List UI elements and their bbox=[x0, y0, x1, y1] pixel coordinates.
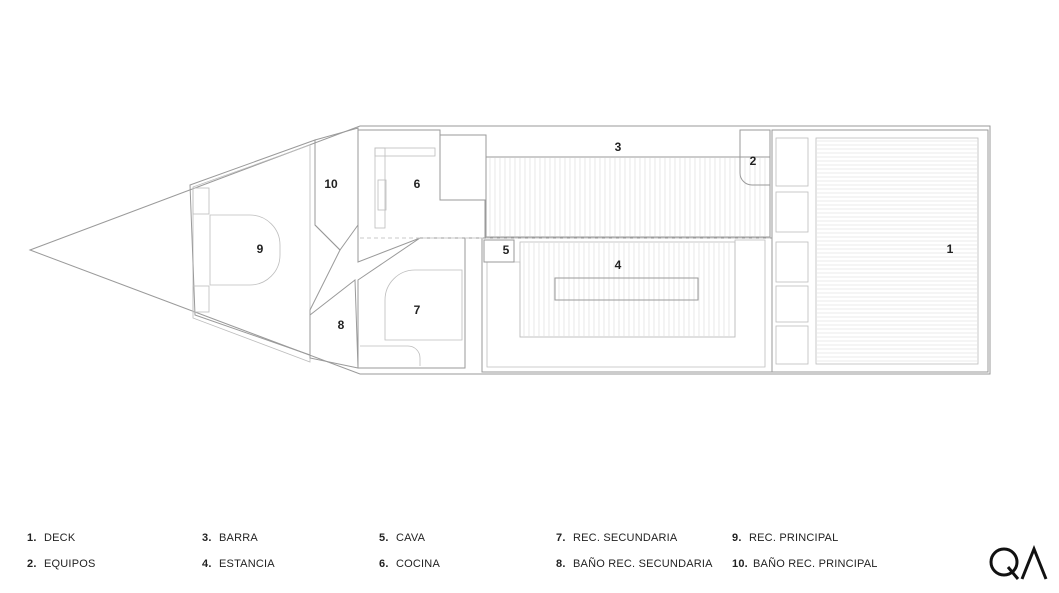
legend-item-bano-rec-secundaria: 8. BAÑO REC. SECUNDARIA bbox=[556, 558, 713, 570]
living-table bbox=[555, 278, 698, 300]
secondary-bed bbox=[385, 270, 462, 340]
deck-boards bbox=[816, 138, 978, 364]
legend-item-deck: 1. DECK bbox=[27, 532, 76, 544]
room-label-6: 6 bbox=[413, 177, 421, 192]
legend bbox=[0, 530, 1059, 580]
legend-item-cava: 5. CAVA bbox=[379, 532, 426, 544]
room-label-7: 7 bbox=[413, 303, 421, 318]
cava-outline bbox=[484, 240, 514, 262]
kitchen-counter-top bbox=[375, 148, 435, 156]
living-outline bbox=[482, 238, 772, 372]
room-label-3: 3 bbox=[614, 140, 622, 155]
master-side-table-top bbox=[193, 188, 209, 214]
legend-item-estancia: 4. ESTANCIA bbox=[202, 558, 275, 570]
legend-item-cocina: 6. COCINA bbox=[379, 558, 440, 570]
bar-block bbox=[440, 135, 486, 200]
bar-area bbox=[486, 157, 770, 237]
kitchen-counter-side bbox=[375, 148, 385, 228]
deck-locker-3 bbox=[776, 242, 808, 282]
master-side-table-bottom bbox=[193, 286, 209, 312]
legend-item-equipos: 2. EQUIPOS bbox=[27, 558, 96, 570]
master-bedroom-outline bbox=[190, 140, 340, 355]
secondary-bedroom-outline bbox=[358, 238, 465, 368]
room-label-1: 1 bbox=[946, 242, 954, 257]
room-label-8: 8 bbox=[337, 318, 345, 333]
deck-locker-2 bbox=[776, 192, 808, 232]
legend-item-rec-secundaria: 7. REC. SECUNDARIA bbox=[556, 532, 678, 544]
qa-logo bbox=[988, 545, 1050, 583]
room-label-10: 10 bbox=[324, 177, 338, 192]
legend-item-rec-principal: 9. REC. PRINCIPAL bbox=[732, 532, 839, 544]
secondary-bed-lower bbox=[360, 346, 420, 366]
deck-locker-4 bbox=[776, 286, 808, 322]
room-label-4: 4 bbox=[614, 258, 622, 273]
room-label-9: 9 bbox=[256, 242, 264, 257]
secondary-bath-outline bbox=[310, 280, 358, 368]
room-label-2: 2 bbox=[749, 154, 757, 169]
master-bed bbox=[210, 215, 280, 285]
deck-locker-1 bbox=[776, 138, 808, 186]
legend-item-bano-rec-principal: 10. BAÑO REC. PRINCIPAL bbox=[732, 558, 878, 570]
living-inner bbox=[520, 242, 735, 337]
room-label-5: 5 bbox=[502, 243, 510, 258]
legend-item-barra: 3. BARRA bbox=[202, 532, 258, 544]
deck-outline bbox=[772, 130, 988, 372]
deck-locker-5 bbox=[776, 326, 808, 364]
kitchen-outline bbox=[358, 130, 485, 262]
